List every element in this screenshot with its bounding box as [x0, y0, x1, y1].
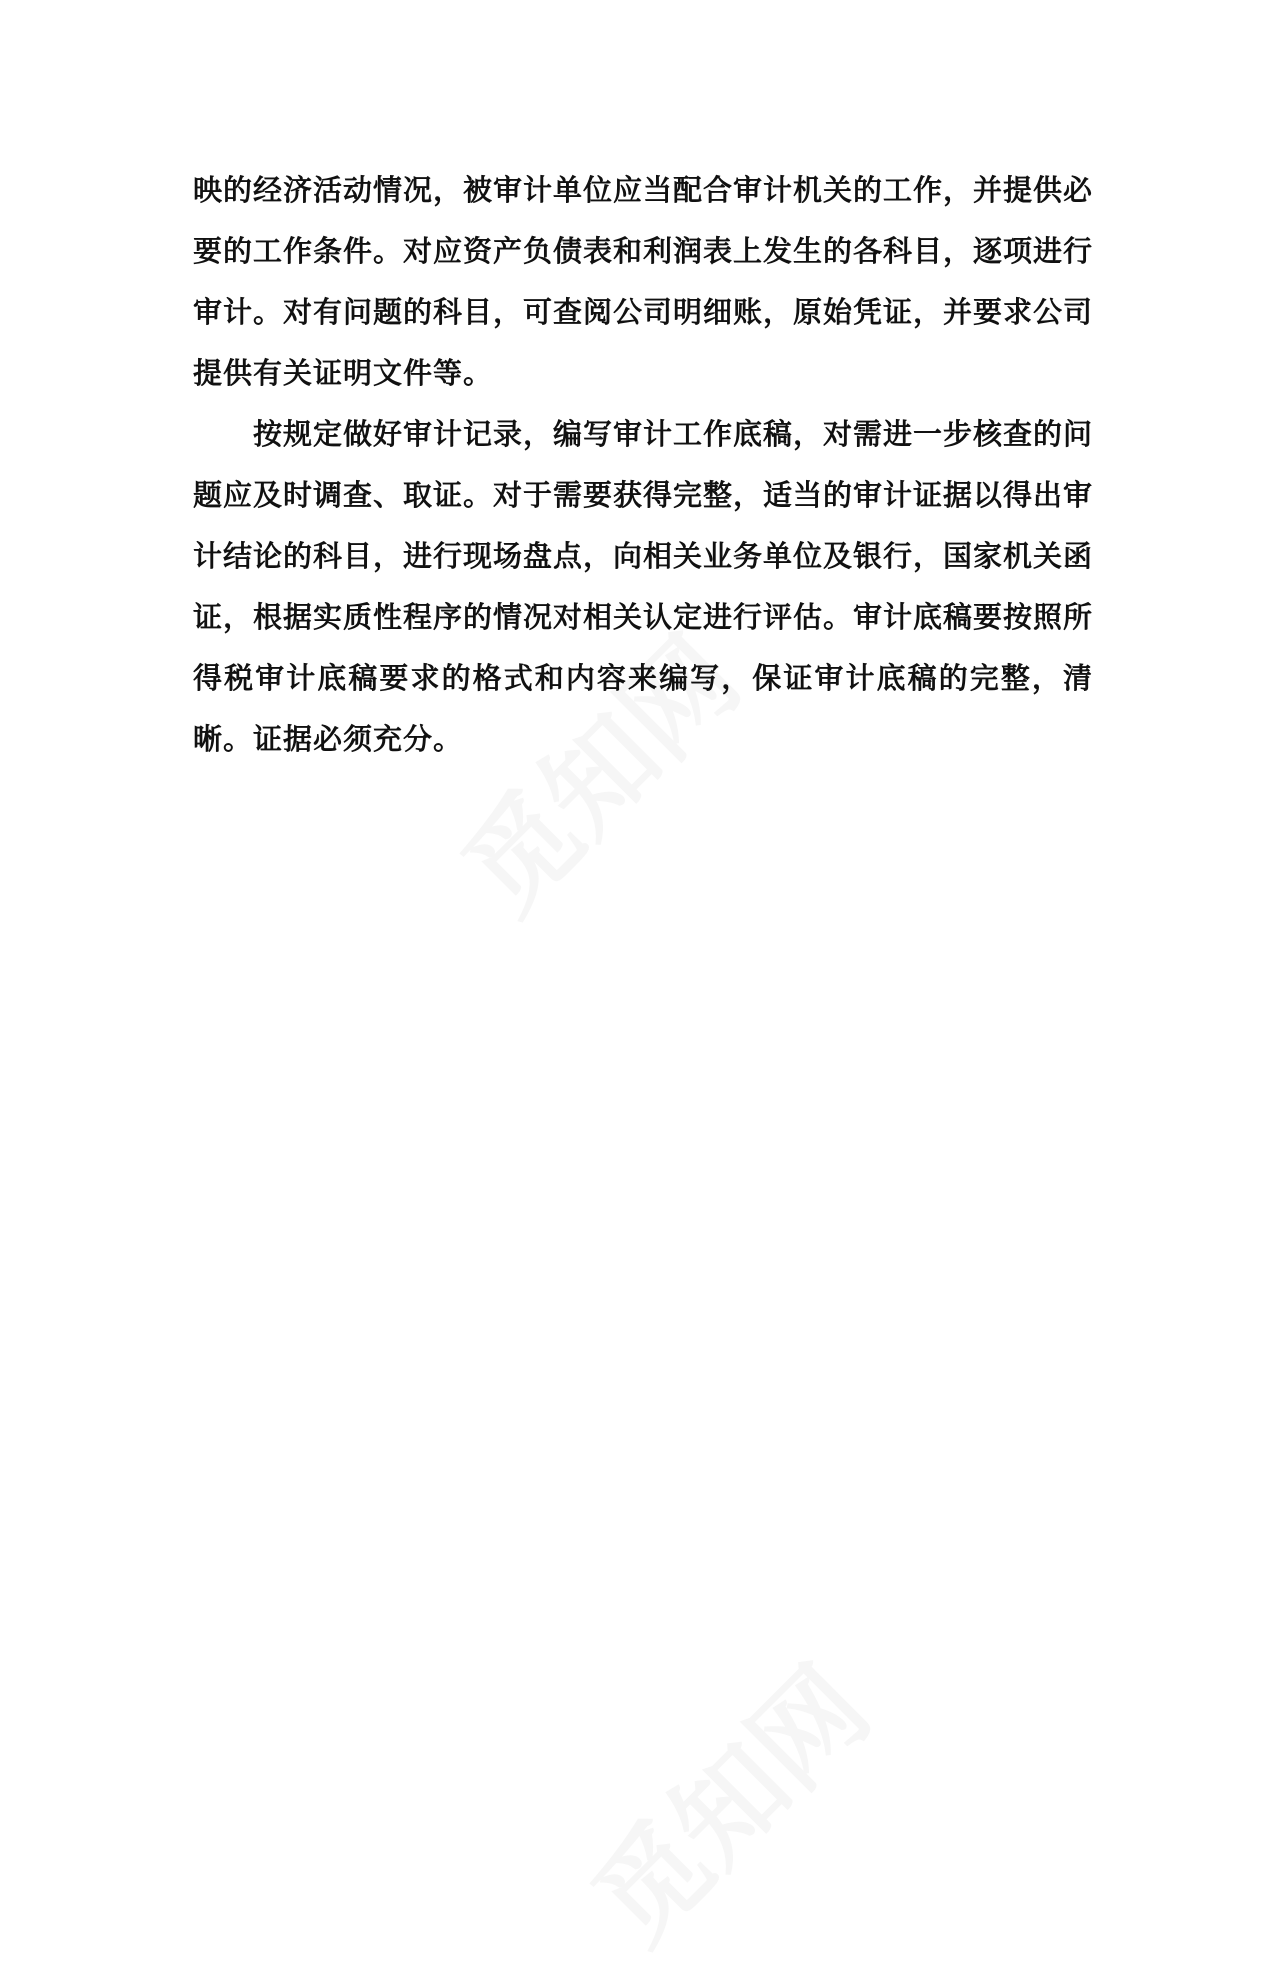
paragraph-audit-records: 按规定做好审计记录，编写审计工作底稿，对需进一步核查的问题应及时调查、取证。对于需要获得完整，适当的审计证据以得出审计结论的科目，进行现场盘点，向相关业务单位及银行，国家机关函证，根据实质性程序的情况对相关认定进行评估。审计底稿要按照所得税审计底稿要求的格式和内容来编写，保证审计底稿的完整，清晰。证据必须充分。 — [193, 417, 1094, 756]
paragraph-continuation: 映的经济活动情况，被审计单位应当配合审计机关的工作，并提供必要的工作条件。对应资产负债表和利润表上发生的各科目，逐项进行审计。对有问题的科目，可查阅公司明细账，原始凭证，并要求公司提供有关证明文件等。 — [193, 173, 1094, 390]
watermark — [552, 1626, 897, 1971]
document-body — [193, 160, 1093, 770]
